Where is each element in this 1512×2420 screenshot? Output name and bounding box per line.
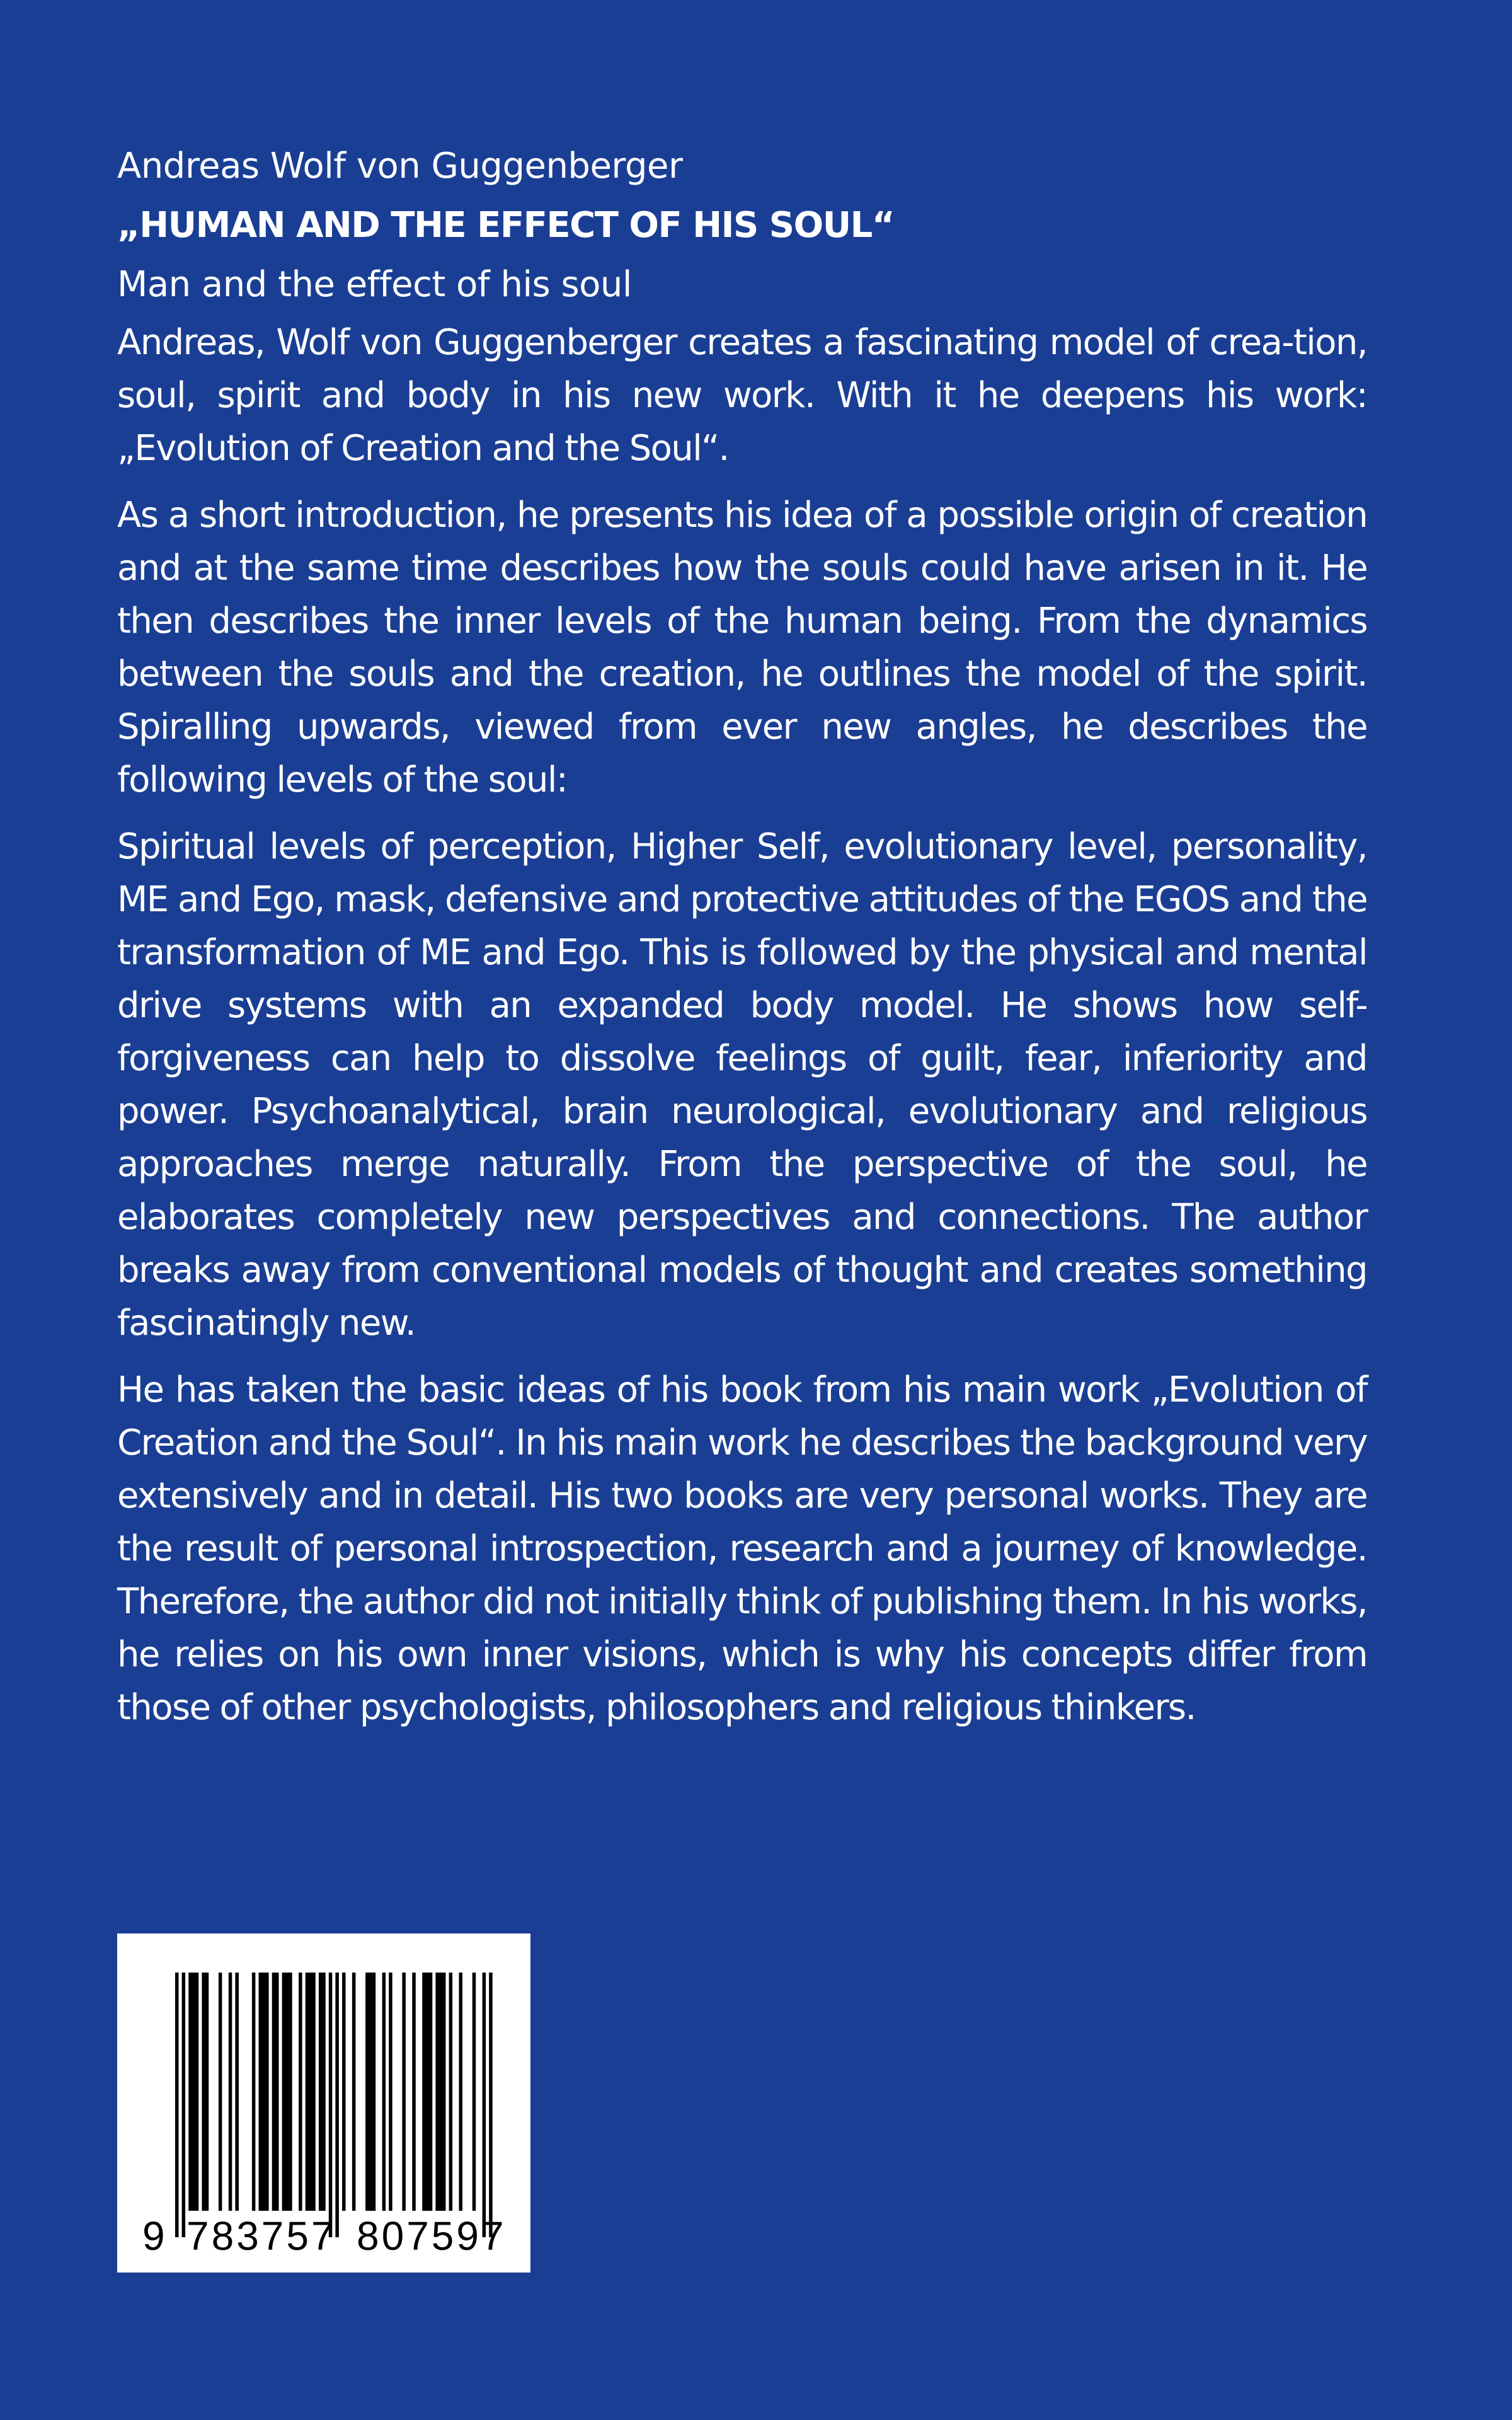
barcode-bar: [483, 1973, 486, 2237]
isbn-right-group: 807597: [357, 2213, 507, 2259]
barcode-bar: [282, 1973, 286, 2211]
barcode-bar: [309, 1973, 312, 2211]
barcode-bar: [435, 1973, 439, 2211]
barcode-bar: [285, 1973, 289, 2211]
book-title: „HUMAN AND THE EFFECT OF HIS SOUL“: [117, 205, 895, 246]
barcode-bar: [459, 1973, 463, 2211]
barcode-bar: [382, 1973, 386, 2211]
barcode-bar: [426, 1973, 430, 2211]
barcode-bar: [372, 1973, 376, 2211]
blurb-paragraph-3: Spiritual levels of perception, Higher Self, evolutionary level, personality, ME and Ego, mask, defensive and protective attitudes of the EGOS and the transformation of ME and Ego. This is followed by the physical and mental drive systems with an expanded body model. He shows how self-forgiveness can help to dissolve feelings of guilt, fear, inferiority and power. Psychoanalytical, brain neurological, evolutionary and religious approaches merge naturally. From the perspective of the soul, he elaborates completely new perspectives and connections. The author breaks away from conventional models of thought and creates something fascinatingly new.: [117, 826, 1367, 1344]
barcode-bar: [195, 1973, 199, 2211]
isbn-left-group: 783757: [186, 2213, 336, 2259]
blurb-text-block: [117, 145, 1367, 1748]
barcode-bar: [442, 1973, 446, 2211]
barcode-bar: [412, 1973, 416, 2211]
barcode-bar: [322, 1973, 326, 2211]
barcode-bar: [449, 1973, 453, 2211]
barcode-bar: [229, 1973, 232, 2211]
isbn-digits: [117, 2211, 530, 2261]
barcode-bar: [306, 1973, 309, 2211]
barcode-bar: [262, 1973, 266, 2211]
barcode-bar: [202, 1973, 205, 2211]
barcode-bar: [272, 1973, 276, 2211]
barcode-bar: [235, 1973, 239, 2211]
barcode-bar: [182, 1973, 186, 2237]
barcode-bar: [319, 1973, 323, 2211]
barcode-bar: [342, 1973, 346, 2211]
book-subtitle: Man and the effect of his soul: [117, 264, 632, 305]
barcode-bar: [289, 1973, 292, 2211]
barcode-bar: [335, 1973, 339, 2237]
barcode-bar: [369, 1973, 372, 2211]
barcode-bar: [365, 1973, 369, 2211]
author-name: Andreas Wolf von Guggenberger: [117, 146, 683, 187]
blurb-paragraph-2: As a short introduction, he presents his idea of a possible origin of creation and at the same time describes how the souls could have arisen in it. He then describes the inner levels of the human being. From the dynamics between the souls and the creation, he outlines the model of the spirit. Spiralling upwards, viewed from ever new angles, he describes the following levels of the soul:: [117, 495, 1367, 800]
barcode-bar: [422, 1973, 426, 2211]
barcode-bar: [439, 1973, 443, 2211]
barcode-bar: [192, 1973, 196, 2211]
barcode-bar: [188, 1973, 192, 2211]
barcode-bar: [389, 1973, 392, 2211]
blurb-paragraph-1: Andreas, Wolf von Guggenberger creates a fascinating model of crea-tion, soul, spirit and body in his new work. With it he deepens his work: „Evolution of Creation and the Soul“.: [117, 322, 1367, 469]
barcode-bar: [352, 1973, 356, 2211]
isbn-first-digit: 9: [142, 2213, 165, 2259]
barcode-bar: [259, 1973, 263, 2211]
barcode-bar: [402, 1973, 406, 2211]
blurb-paragraph-4: He has taken the basic ideas of his book from his main work „Evolution of Creation and the Soul“. In his main work he describes the background very extensively and in detail. His two books are very personal works. They are the result of personal introspection, research and a journey of knowledge. Therefore, the author did not initially think of publishing them. In his works, he relies on his own inner visions, which is why his concepts differ from those of other psychologists, philosophers and religious thinkers.: [117, 1369, 1367, 1728]
barcode-bar: [205, 1973, 209, 2211]
barcode-bar: [275, 1973, 279, 2211]
barcode-bar: [299, 1973, 302, 2211]
barcode-bar: [329, 1973, 333, 2237]
isbn-barcode: [117, 1933, 530, 2273]
barcode-bar: [219, 1973, 222, 2211]
barcode-bar: [265, 1973, 269, 2211]
barcode-bar: [175, 1973, 179, 2237]
barcode-bar: [472, 1973, 476, 2211]
barcode-bar: [429, 1973, 433, 2211]
barcode-bar: [489, 1973, 493, 2237]
barcode-bar: [252, 1973, 256, 2211]
barcode-bar: [312, 1973, 316, 2211]
